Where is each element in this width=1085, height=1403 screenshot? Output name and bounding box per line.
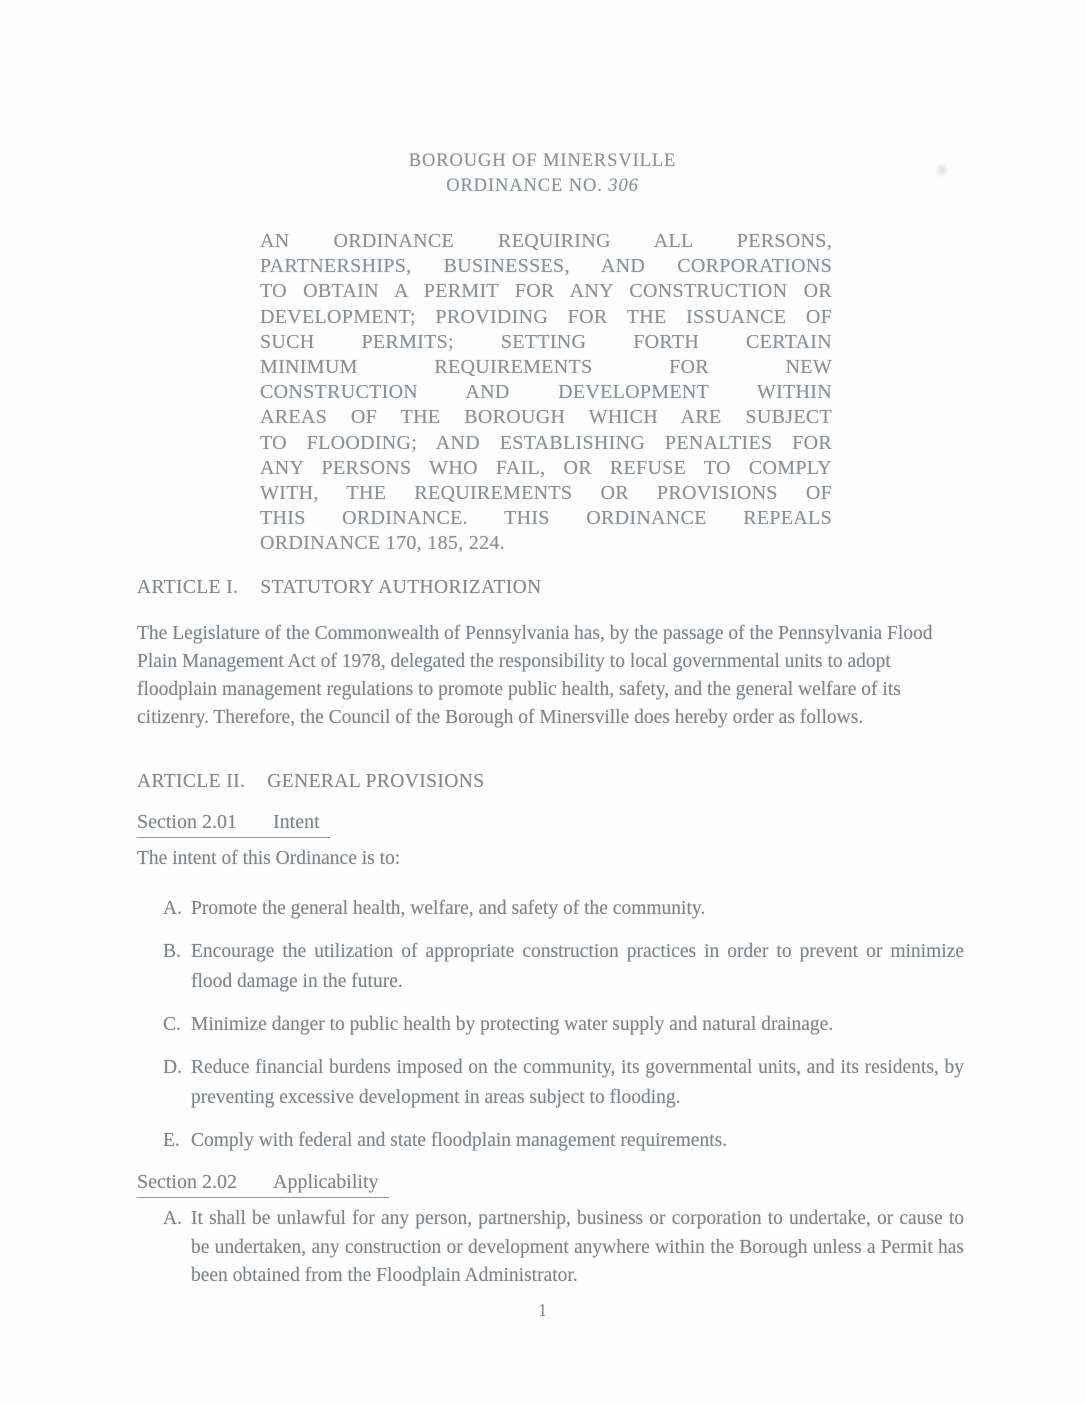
page-number: 1 bbox=[538, 1300, 547, 1320]
preamble-line: SUCH PERMITS; SETTING FORTH CERTAIN bbox=[260, 330, 832, 353]
article2-title: GENERAL PROVISIONS bbox=[267, 771, 485, 792]
list-item bbox=[137, 1010, 964, 1040]
document-title bbox=[0, 149, 1085, 199]
section-2-01-underline bbox=[137, 811, 330, 838]
section-2-01-title: Intent bbox=[273, 811, 320, 833]
list-item-letter: E. bbox=[163, 1130, 180, 1151]
list-item-letter: C. bbox=[163, 1014, 181, 1035]
list-item-text: Comply with federal and state floodplain management requirements. bbox=[191, 1130, 728, 1151]
list-item bbox=[137, 1205, 964, 1291]
ordinance-no-label: ORDINANCE NO. bbox=[446, 176, 603, 196]
preamble-line: THIS ORDINANCE. THIS ORDINANCE REPEALS bbox=[260, 507, 832, 530]
section-2-02-heading bbox=[137, 1171, 389, 1198]
preamble-line: AN ORDINANCE REQUIRING ALL PERSONS, bbox=[260, 230, 832, 252]
list-item bbox=[137, 937, 964, 997]
section-2-01-item-list bbox=[137, 894, 964, 1169]
list-item-text: It shall be unlawful for any person, partnership, business or corporation to undertake, or cause to be undertaken, any construction or development anywhere within the Borough unless a Permit has been obtained from the Floodplain Administrator. bbox=[191, 1208, 964, 1286]
preamble-line: TO FLOODING; AND ESTABLISHING PENALTIES FOR bbox=[260, 431, 832, 454]
list-item-letter: B. bbox=[163, 941, 181, 962]
list-item bbox=[137, 894, 964, 924]
section-2-01-label: Section 2.01 bbox=[137, 811, 237, 833]
document-title-line1: BOROUGH OF MINERSVILLE bbox=[408, 151, 677, 171]
article1-body-paragraph: The Legislature of the Commonwealth of Pennsylvania has, by the passage of the Pennsylvania Flood Plain Management Act of 1978, delegated the responsibility to local governmental units to adopt floodplain management regulations to promote public health, safety, and the general welfare of its citizenry. Therefore, the Council of the Borough of Minersville does hereby order as follows. bbox=[137, 623, 933, 728]
article1-heading bbox=[137, 577, 542, 599]
ordinance-number: 306 bbox=[608, 176, 639, 196]
document-title-line2 bbox=[0, 174, 1085, 199]
article2-label: ARTICLE II. bbox=[137, 771, 246, 792]
list-item-letter: A. bbox=[163, 898, 182, 919]
list-item bbox=[137, 1126, 964, 1156]
list-item-text: Encourage the utilization of appropriate construction practices in order to prevent or minimize flood damage in the future. bbox=[191, 941, 964, 992]
list-item bbox=[137, 1053, 964, 1113]
section-2-02-underline bbox=[137, 1171, 389, 1198]
preamble-line: DEVELOPMENT; PROVIDING FOR THE ISSUANCE OF bbox=[260, 305, 832, 328]
preamble-line: AREAS OF THE BOROUGH WHICH ARE SUBJECT bbox=[260, 406, 832, 429]
list-item-text: Minimize danger to public health by protecting water supply and natural drainage. bbox=[191, 1014, 834, 1035]
section-2-02-item-list bbox=[137, 1205, 964, 1291]
ordinance-preamble bbox=[260, 229, 832, 557]
section-2-02-title: Applicability bbox=[273, 1171, 379, 1193]
list-item-letter: A. bbox=[163, 1208, 182, 1229]
preamble-line: ANY PERSONS WHO FAIL, OR REFUSE TO COMPLY bbox=[260, 456, 832, 479]
section-2-01-intro: The intent of this Ordinance is to: bbox=[137, 848, 401, 869]
preamble-line: MINIMUM REQUIREMENTS FOR NEW bbox=[260, 356, 832, 379]
preamble-line: PARTNERSHIPS, BUSINESSES, AND CORPORATIONS bbox=[260, 255, 832, 278]
article2-heading bbox=[137, 771, 485, 793]
preamble-line: WITH, THE REQUIREMENTS OR PROVISIONS OF bbox=[260, 482, 832, 505]
preamble-line: TO OBTAIN A PERMIT FOR ANY CONSTRUCTION OR bbox=[260, 280, 832, 303]
article1-label: ARTICLE I. bbox=[137, 577, 239, 598]
preamble-line: CONSTRUCTION AND DEVELOPMENT WITHIN bbox=[260, 381, 832, 404]
list-item-text: Reduce financial burdens imposed on the community, its governmental units, and its residents, by preventing excessive development in areas subject to flooding. bbox=[191, 1057, 964, 1108]
article1-title: STATUTORY AUTHORIZATION bbox=[260, 577, 542, 598]
section-2-02-label: Section 2.02 bbox=[137, 1171, 237, 1193]
list-item-letter: D. bbox=[163, 1057, 182, 1078]
preamble-line: ORDINANCE 170, 185, 224. bbox=[260, 532, 505, 555]
list-item-text: Promote the general health, welfare, and safety of the community. bbox=[191, 898, 706, 919]
section-2-01-heading bbox=[137, 811, 330, 838]
